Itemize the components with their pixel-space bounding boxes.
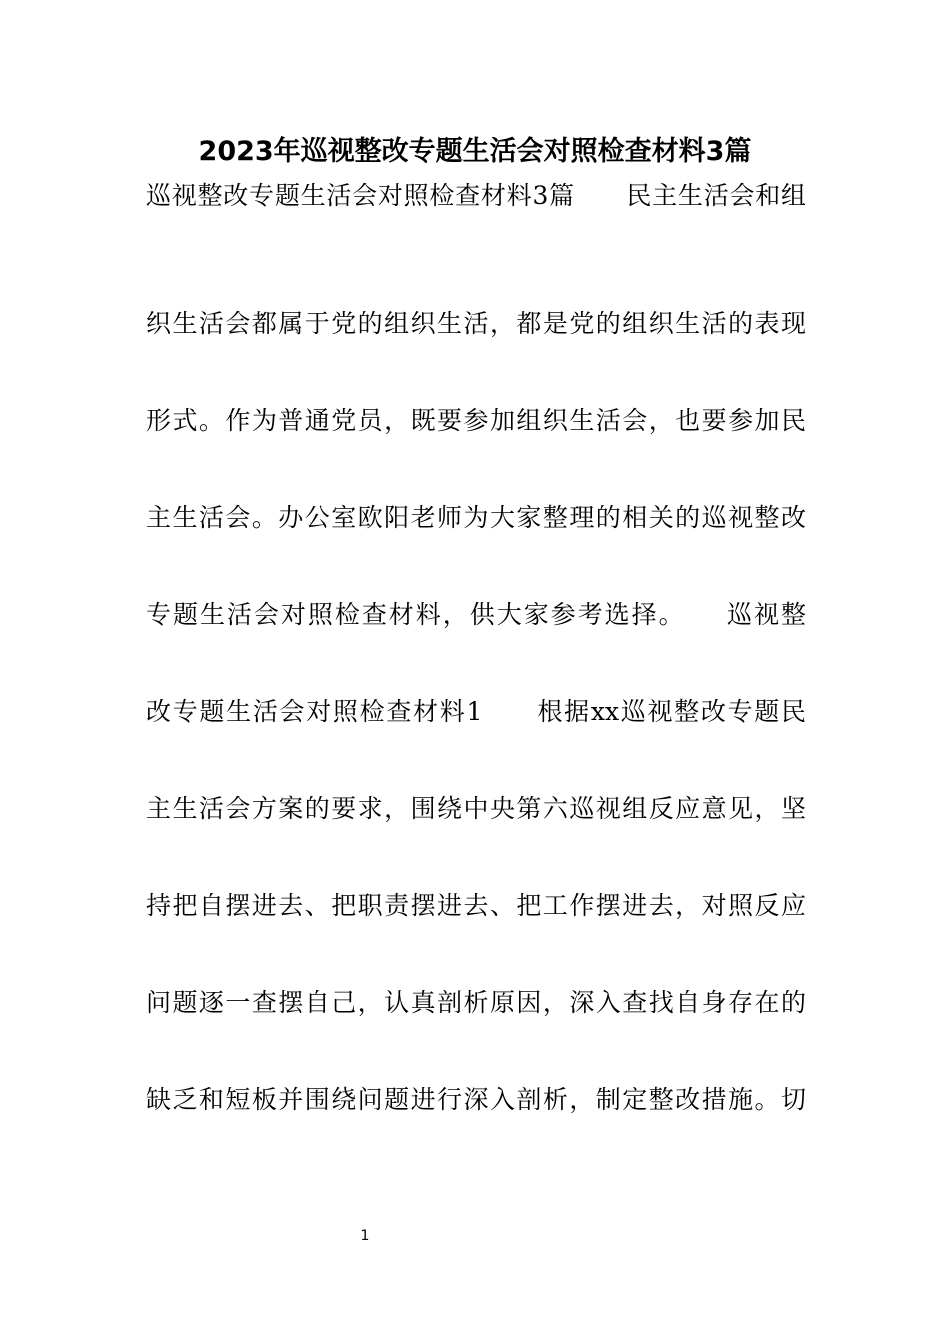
body-line: 织生活会都属于党的组织生活，都是党的组织生活的表现 — [146, 309, 806, 338]
body-line: 缺乏和短板并围绕问题进行深入剖析，制定整改措施。切 — [146, 1085, 806, 1114]
body-line: 形式。作为普通党员，既要参加组织生活会，也要参加民 — [146, 406, 806, 435]
document-title: 2023年巡视整改专题生活会对照检查材料3篇 — [198, 136, 752, 167]
body-line: 持把自摆进去、把职责摆进去、把工作摆进去，对照反应 — [146, 891, 806, 920]
body-line: 主生活会方案的要求，围绕中央第六巡视组反应意见，坚 — [146, 794, 806, 823]
body-line: 主生活会。办公室欧阳老师为大家整理的相关的巡视整改 — [146, 503, 806, 532]
body-line: 巡视整改专题生活会对照检查材料3篇 民主生活会和组 — [146, 181, 806, 210]
body-line: 改专题生活会对照检查材料1 根据xx巡视整改专题民 — [146, 697, 806, 726]
page-number: 1 — [360, 1228, 370, 1244]
body-line: 专题生活会对照检查材料，供大家参考选择。 巡视整 — [146, 600, 806, 629]
body-line: 问题逐一查摆自己，认真剖析原因，深入查找自身存在的 — [146, 988, 806, 1017]
